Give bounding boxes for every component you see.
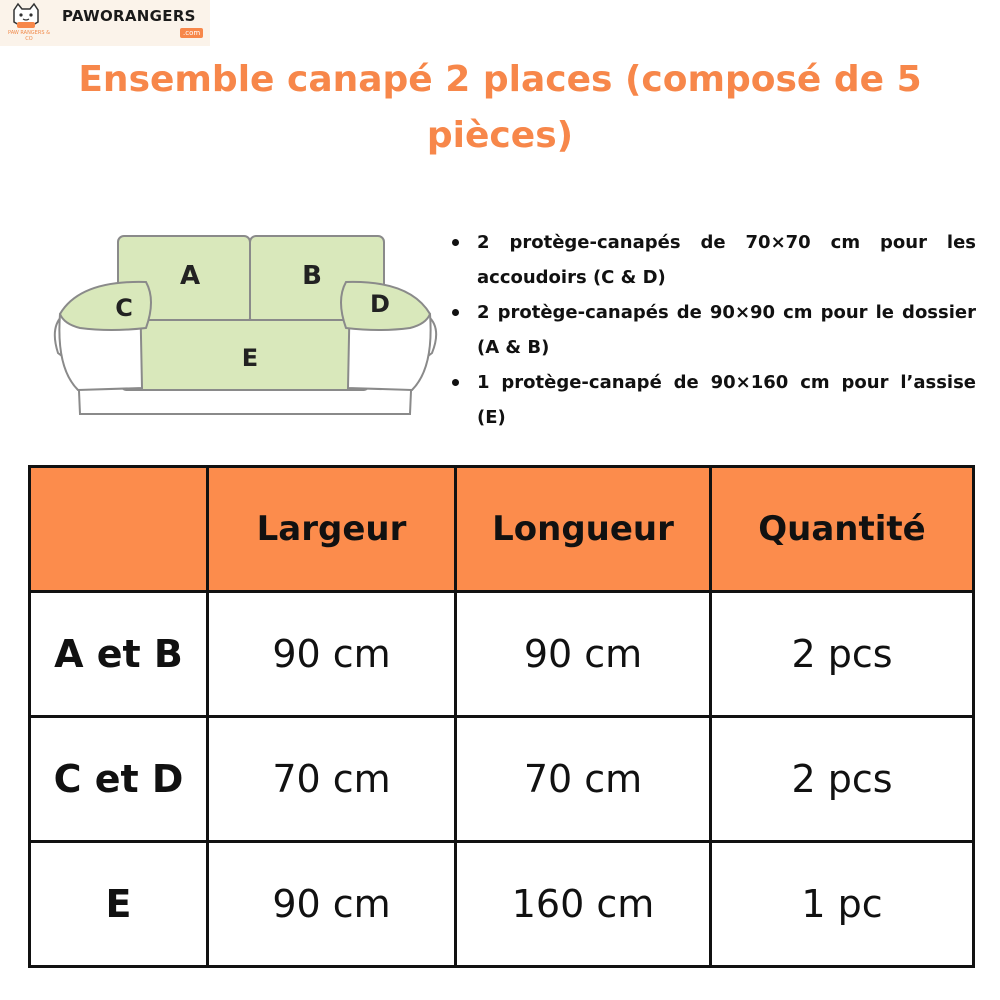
width-cell: 90 cm	[208, 592, 456, 717]
row-label: A et B	[30, 592, 208, 717]
quantity-cell: 2 pcs	[711, 717, 974, 842]
logo-tagline: PAW RANGERS & CO	[8, 30, 50, 42]
table-row	[30, 842, 974, 967]
row-label: E	[30, 842, 208, 967]
cushion-c	[60, 282, 151, 330]
header-width: Largeur	[208, 467, 456, 592]
quantity-cell: 2 pcs	[711, 592, 974, 717]
list-item	[450, 365, 976, 435]
table-row	[30, 717, 974, 842]
header-length: Longueur	[456, 467, 711, 592]
row-label: C et D	[30, 717, 208, 842]
piece-list	[450, 225, 976, 435]
logo-brand-name: PAWORANGERS	[62, 7, 196, 25]
width-cell: 70 cm	[208, 717, 456, 842]
table-row	[30, 592, 974, 717]
length-cell: 90 cm	[456, 592, 711, 717]
logo-domain-badge: .com	[180, 28, 203, 38]
label-d: D	[370, 290, 390, 318]
page-title: Ensemble canapé 2 places (composé de 5 pièces)	[78, 59, 922, 156]
header-empty	[30, 467, 208, 592]
label-a: A	[179, 261, 201, 291]
quantity-cell: 1 pc	[711, 842, 974, 967]
size-table	[28, 465, 975, 968]
length-cell: 70 cm	[456, 717, 711, 842]
width-cell: 90 cm	[208, 842, 456, 967]
bullet-icon	[452, 309, 459, 316]
bullet-icon	[452, 239, 459, 246]
list-item	[450, 225, 976, 295]
label-c: C	[115, 294, 133, 322]
table-header-row	[30, 467, 974, 592]
sofa-diagram	[50, 228, 440, 424]
header-quantity: Quantité	[711, 467, 974, 592]
list-item-text: 2 protège-canapés de 70×70 cm pour les accoudoirs (C & D)	[477, 232, 976, 288]
length-cell: 160 cm	[456, 842, 711, 967]
label-e: E	[241, 344, 259, 372]
brand-logo	[0, 0, 210, 46]
list-item-text: 1 protège-canapé de 90×160 cm pour l’assise (E)	[477, 372, 976, 428]
bullet-icon	[452, 379, 459, 386]
list-item	[450, 295, 976, 365]
list-item-text: 2 protège-canapés de 90×90 cm pour le dossier (A & B)	[477, 302, 976, 358]
label-b: B	[302, 261, 322, 291]
